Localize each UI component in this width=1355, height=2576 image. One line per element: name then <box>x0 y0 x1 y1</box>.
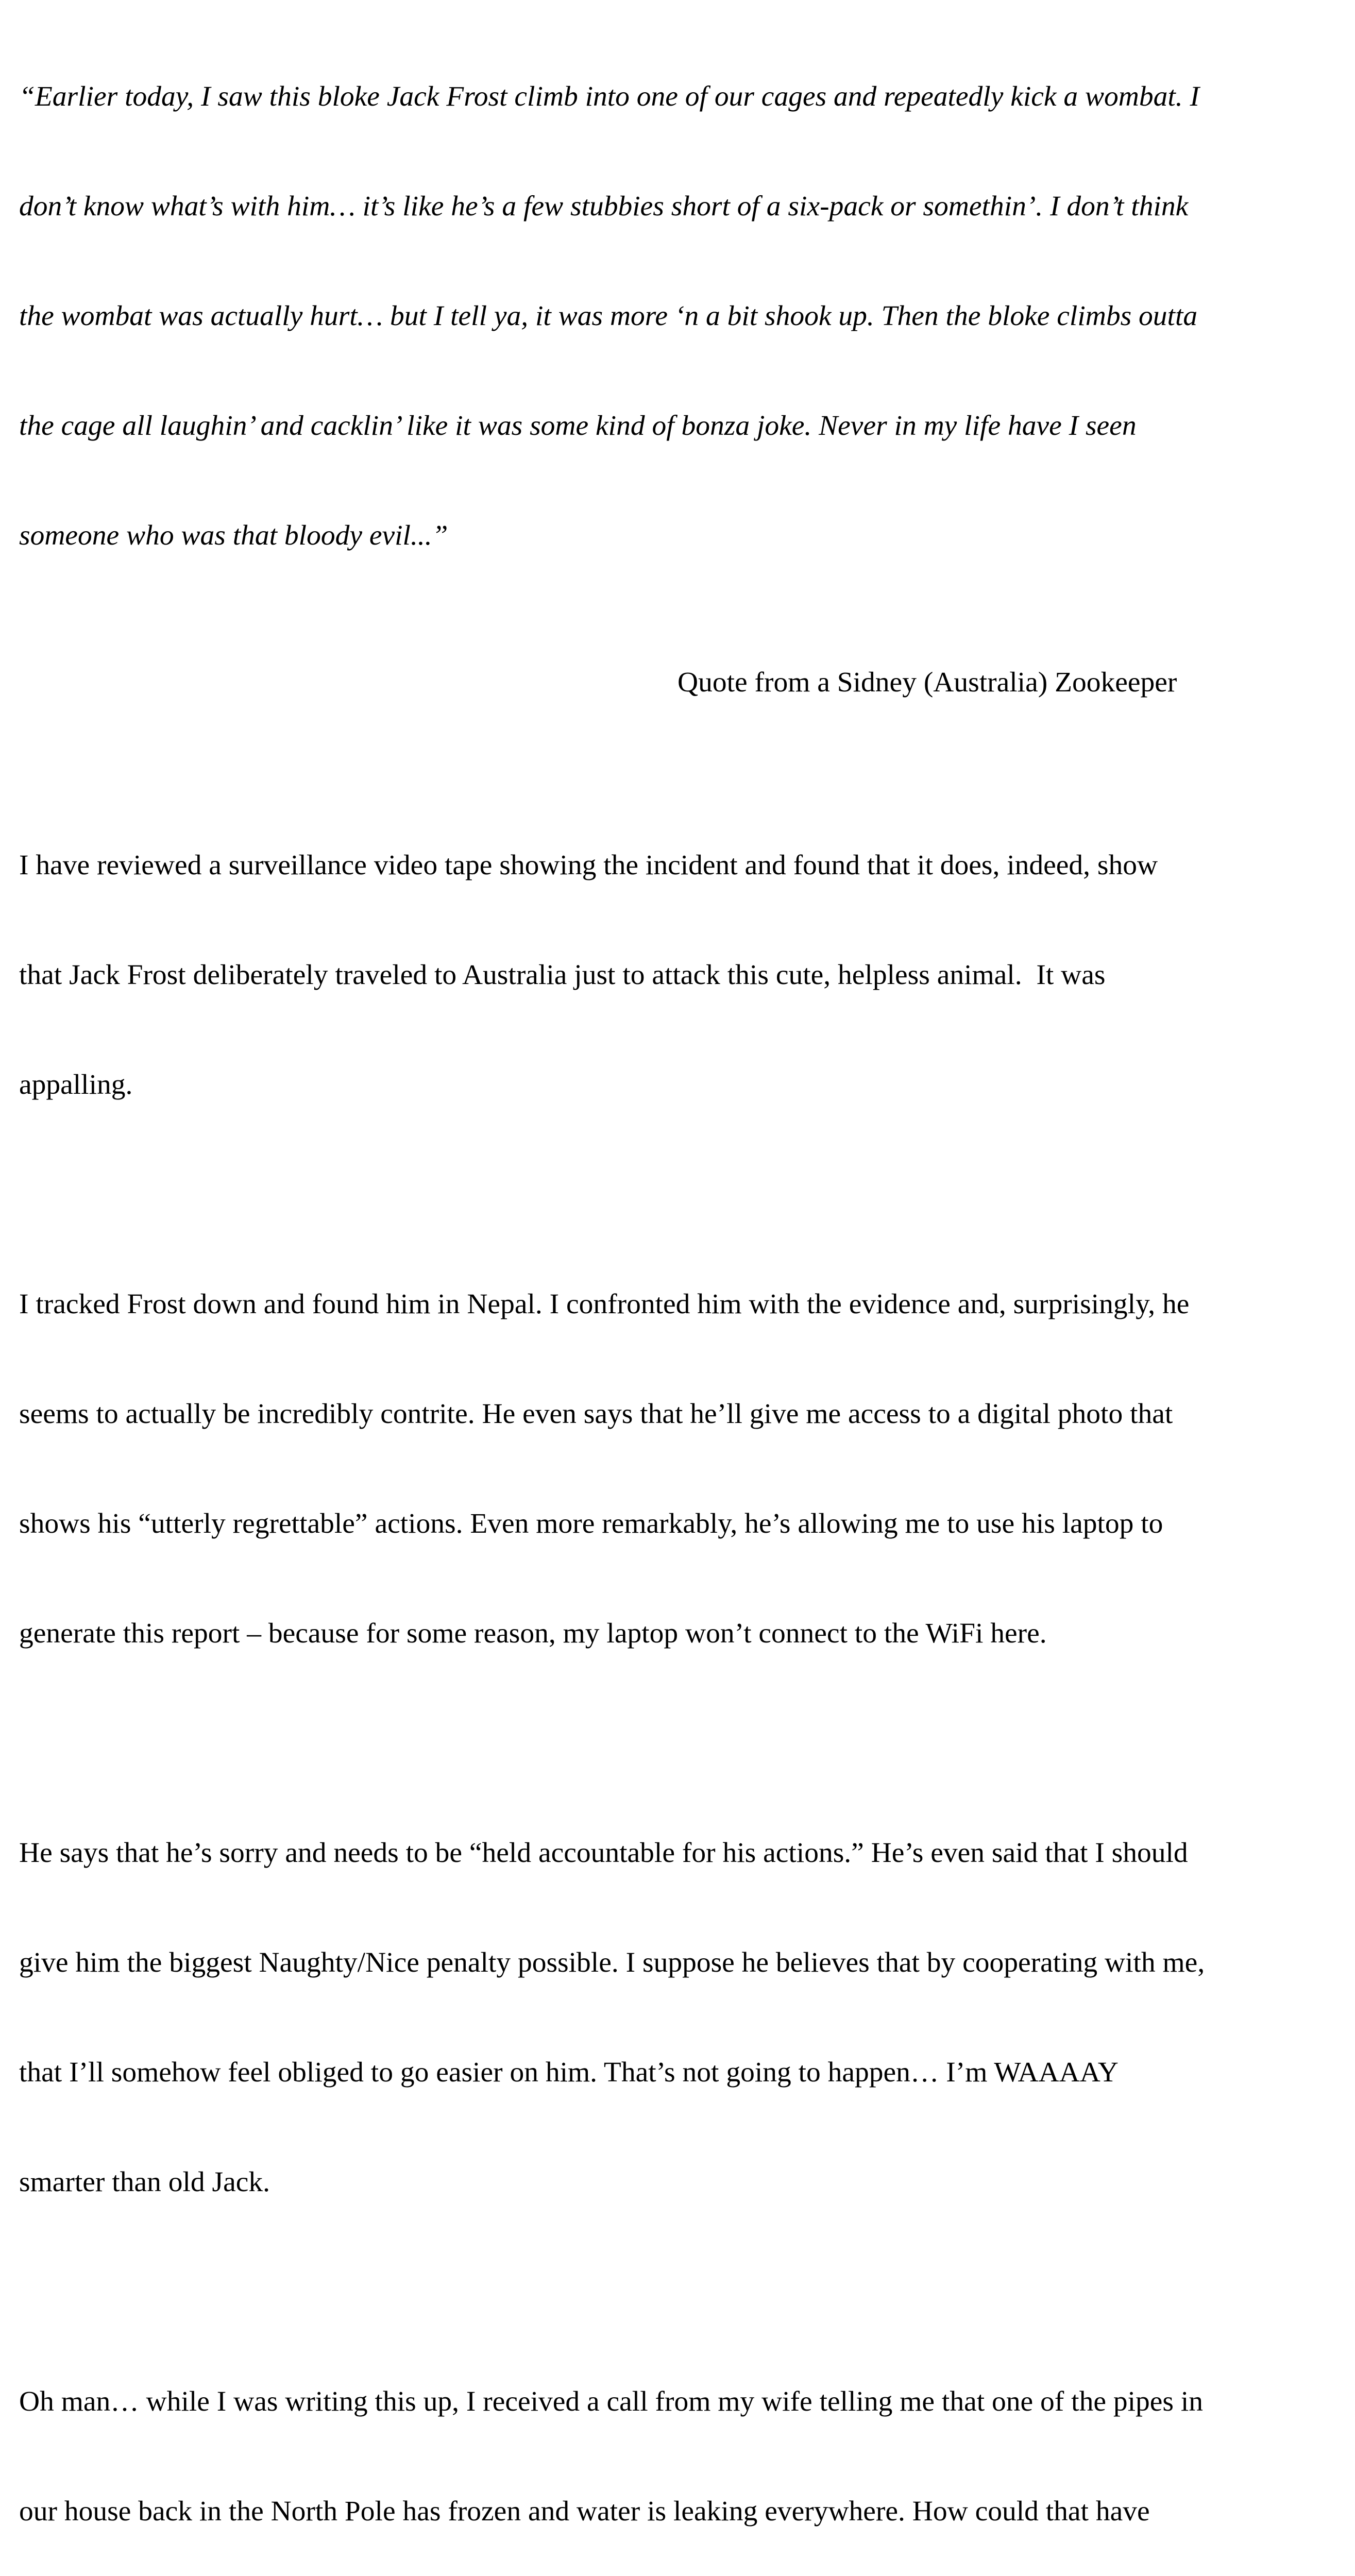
quote-line: the cage all laughin’ and cacklin’ like it was some kind of bonza joke. Never in my life have I seen <box>19 410 1137 442</box>
paragraph-line: I have reviewed a surveillance video tape showing the incident and found that it does, indeed, show <box>19 850 1158 881</box>
zookeeper-quote <box>19 5 1343 627</box>
quote-line: “Earlier today, I saw this bloke Jack Frost climb into one of our cages and repeatedly kick a wombat. I <box>19 81 1200 112</box>
paragraph-line: Oh man… while I was writing this up, I received a call from my wife telling me that one of the pipes in <box>19 2386 1204 2417</box>
paragraph-line: our house back in the North Pole has frozen and water is leaking everywhere. How could that have <box>19 2496 1150 2527</box>
quote-line: the wombat was actually hurt… but I tell ya, it was more ‘n a bit shook up. Then the bloke climbs outta <box>19 300 1198 332</box>
paragraph-line: shows his “utterly regrettable” actions. Even more remarkably, he’s allowing me to use his laptop to <box>19 1508 1163 1539</box>
paragraph-line: appalling. <box>19 1069 133 1100</box>
paragraph-line: seems to actually be incredibly contrite. He even says that he’ll give me access to a digital photo that <box>19 1398 1173 1430</box>
paragraph-line: I tracked Frost down and found him in Nepal. I confronted him with the evidence and, surprisingly, he <box>19 1289 1190 1320</box>
paragraph-line: smarter than old Jack. <box>19 2166 270 2198</box>
paragraph-line: He says that he’s sorry and needs to be “held accountable for his actions.” He’s even said that I should <box>19 1837 1188 1869</box>
quote-line: don’t know what’s with him… it’s like he’s a few stubbies short of a six-pack or somethin’. I don’t think <box>19 191 1189 222</box>
paragraph-frozen-pipes <box>19 2310 1343 2576</box>
quote-line: someone who was that bloody evil...” <box>19 520 448 551</box>
paragraph-line: generate this report – because for some reason, my laptop won’t connect to the WiFi here. <box>19 1618 1047 1649</box>
paragraph-accountable <box>19 1761 1343 2274</box>
paragraph-line: that Jack Frost deliberately traveled to Australia just to attack this cute, helpless animal. It was <box>19 959 1106 991</box>
paragraph-line: that I’ll somehow feel obliged to go easier on him. That’s not going to happen… I’m WAAAAY <box>19 2057 1119 2088</box>
document-page <box>19 0 1343 2527</box>
quote-attribution: Quote from a Sidney (Australia) Zookeeper <box>678 667 1177 698</box>
paragraph-line: give him the biggest Naughty/Nice penalty possible. I suppose he believes that by cooperating with me, <box>19 1947 1205 1978</box>
paragraph-nepal <box>19 1213 1343 1725</box>
paragraph-surveillance <box>19 774 1343 1176</box>
